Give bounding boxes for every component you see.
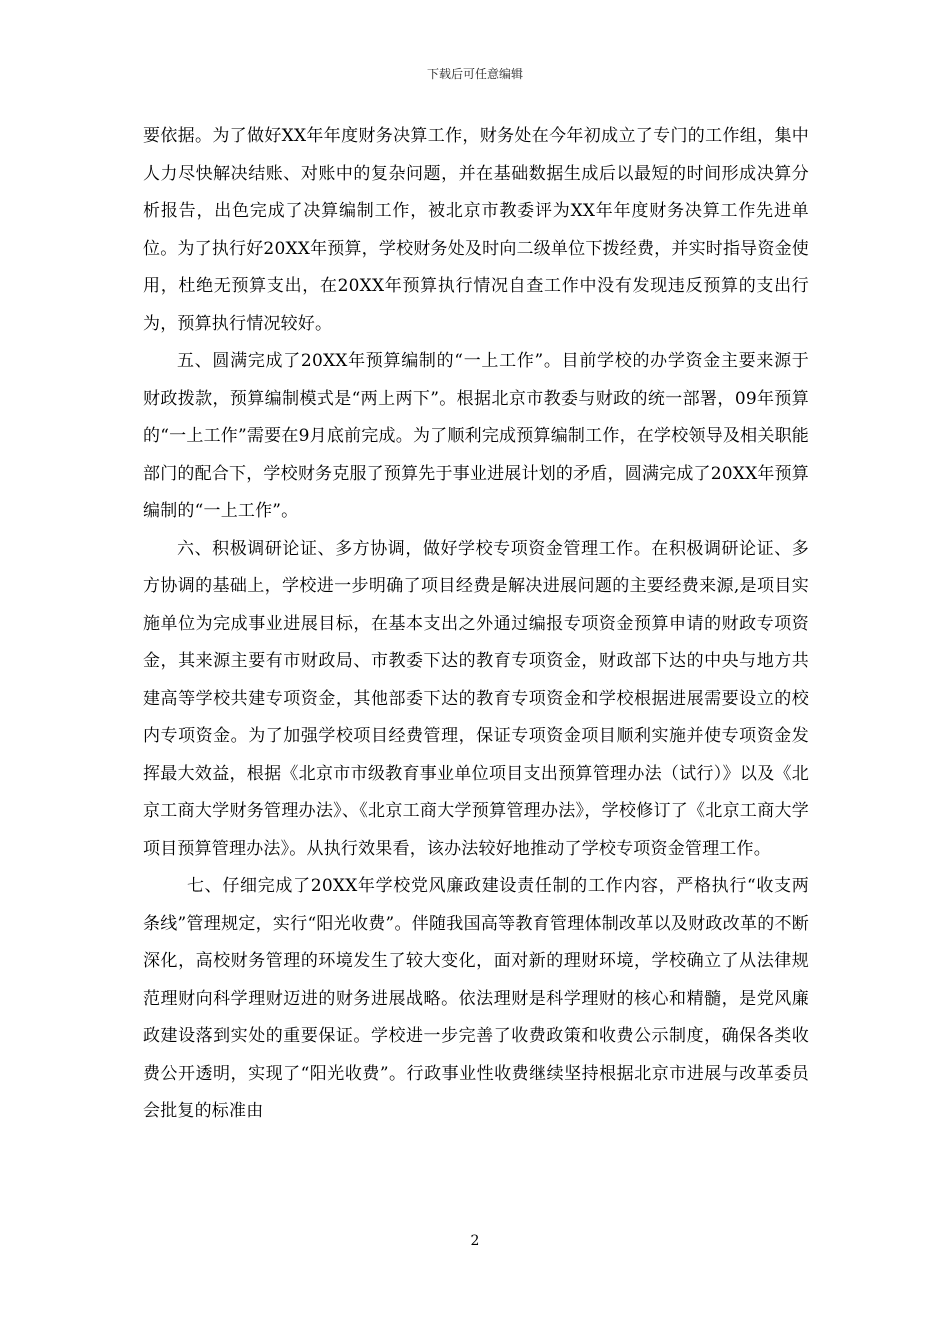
paragraph-section-5: 五、圆满完成了20XX年预算编制的“一上工作”。目前学校的办学资金主要来源于财政拨款，预算编制模式是“两上两下”。根据北京市教委与财政的统一部署，09年预算的“一上工作”需要在9月底前完成。为了顺利完成预算编制工作，在学校领导及相关职能部门的配合下，学校财务克服了预算先于事业进展计划的矛盾，圆满完成了20XX年预算编制的“一上工作”。 xyxy=(143,351,809,521)
paragraph-section-6: 六、积极调研论证、多方协调，做好学校专项资金管理工作。在积极调研论证、多方协调的基础上，学校进一步明确了项目经费是解决进展问题的主要经费来源,是项目实施单位为完成事业进展目标，在基本支出之外通过编报专项资金预算申请的财政专项资金，其来源主要有市财政局、市教委下达的教育专项资金，财政部下达的中央与地方共建高等学校共建专项资金，其他部委下达的教育专项资金和学校根据进展需要设立的校内专项资金。为了加强学校项目经费管理，保证专项资金项目顺利实施并使专项资金发挥最大效益，根据《北京市市级教育事业单位项目支出预算管理办法（试行）》以及《北京工商大学财务管理办法》、《北京工商大学预算管理办法》，学校修订了《北京工商大学项目预算管理办法》。从执行效果看，该办法较好地推动了学校专项资金管理工作。 xyxy=(143,538,809,859)
paragraph-section-7: 七、仔细完成了20XX年学校党风廉政建设责任制的工作内容，严格执行“收支两条线”管理规定，实行“阳光收费”。伴随我国高等教育管理体制改革以及财政改革的不断深化，高校财务管理的环境发生了较大变化，面对新的理财环境，学校确立了从法律规范理财向科学理财迈进的财务进展战略。依法理财是科学理财的核心和精髓，是党风廉政建设落到实处的重要保证。学校进一步完善了收费政策和收费公示制度，确保各类收费公开透明，实现了“阳光收费”。行政事业性收费继续坚持根据北京市进展与改革委员会批复的标准由 xyxy=(143,876,809,1121)
page-header: 下载后可任意编辑 xyxy=(426,67,523,81)
paragraph-continued: 要依据。为了做好XX年年度财务决算工作，财务处在今年初成立了专门的工作组，集中人力尽快解决结账、对账中的复杂问题，并在基础数据生成后以最短的时间形成决算分析报告，出色完成了决算编制工作，被北京市教委评为XX年年度财务决算工作先进单位。为了执行好20XX年预算，学校财务处及时向二级单位下拨经费，并实时指导资金使用，杜绝无预算支出，在20XX年预算执行情况自查工作中没有发现违反预算的支出行为，预算执行情况较好。 xyxy=(143,126,809,334)
document-body xyxy=(143,118,809,1131)
page-number: 2 xyxy=(470,1233,480,1249)
